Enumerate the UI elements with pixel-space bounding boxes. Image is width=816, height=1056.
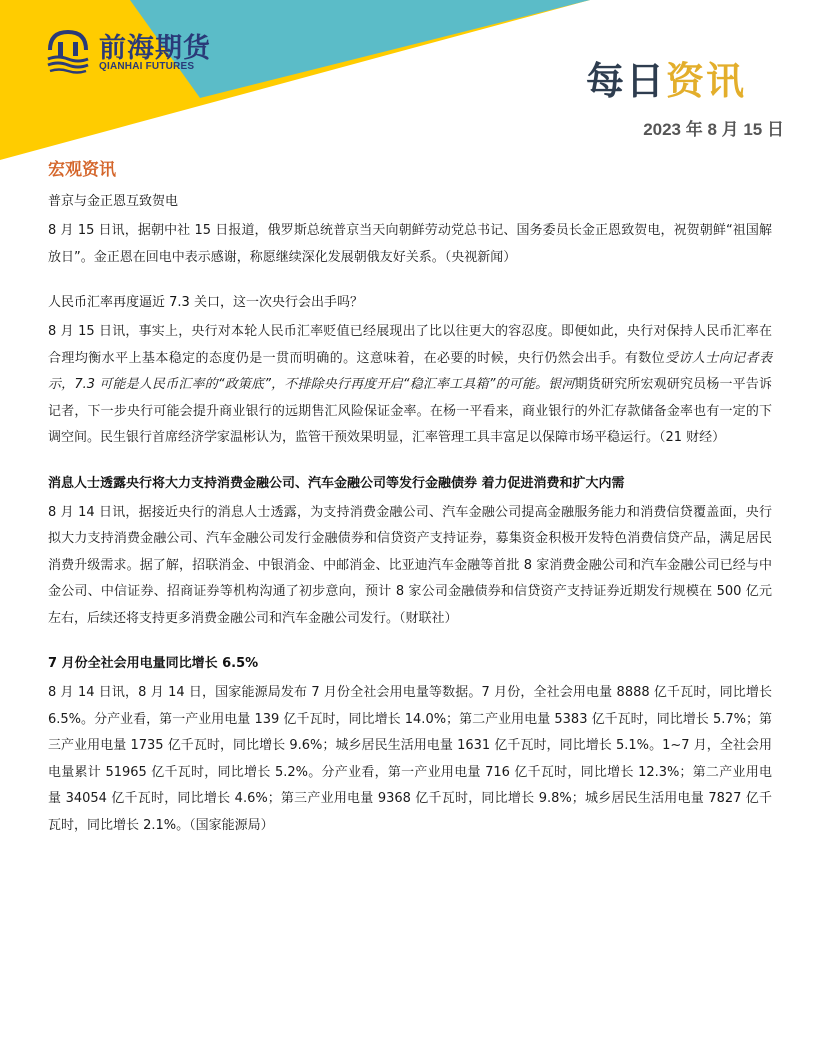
logo-mark-icon xyxy=(44,26,92,74)
article-title: 7 月份全社会用电量同比增长 6.5% xyxy=(48,656,259,671)
article-title: 消息人士透露央行将大力支持消费金融公司、汽车金融公司等发行金融债券 着力促进消费和扩大内需 xyxy=(48,475,625,491)
article-title: 普京与金正恩互致贺电 xyxy=(48,194,179,209)
article-3 xyxy=(48,474,772,633)
article-body-italic-text: 受访人士向记者表示，7.3 可能是人民币汇率的“政策底”，不排除央行再度开启“稳汇率工具箱”的可能。银河 xyxy=(48,350,772,392)
article-title: 人民币汇率再度逼近 7.3 关口，这一次央行会出手吗？ xyxy=(48,295,363,310)
article-body-text: 期货研究所宏观研究员杨一平告诉记者，下一步央行可能会提升商业银行的远期售汇风险保证金率。在杨一平看来，商业银行的外汇存款储备金率也有一定的下调空间。民生银行首席经济学家温彬认为，监管干预效果明显，汇率管理工具丰富足以保障市场平稳运行。（21 财经） xyxy=(48,377,772,445)
article-2 xyxy=(48,293,772,452)
section-title: 宏观资讯 xyxy=(48,160,116,180)
article-body-text: 8 月 15 日讯，事实上，央行对本轮人民币汇率贬值已经展现出了比以往更大的容忍度。即便如此，央行对保持人民币汇率在合理均衡水平上基本稳定的态度仍是一贯而明确的。这意味着，在必要的时候，央行仍然会出手。有数位 xyxy=(48,324,772,366)
article-1 xyxy=(48,192,772,271)
logo-english-name: QIANHAI FUTURES xyxy=(99,61,195,72)
page-title-part2: 资讯 xyxy=(665,59,746,103)
article-4 xyxy=(48,654,772,839)
page-title xyxy=(586,50,746,105)
logo-chinese-name: 前海期货 xyxy=(99,33,211,64)
company-logo xyxy=(44,26,219,81)
page-header xyxy=(0,0,816,160)
article-body: 8 月 15 日讯，据朝中社 15 日报道，俄罗斯总统普京当天向朝鲜劳动党总书记、国务委员长金正恩致贺电，祝贺朝鲜“祖国解放日”。金正恩在回电中表示感谢，称愿继续深化发展朝俄友好关系。（央视新闻） xyxy=(48,223,772,265)
main-content xyxy=(48,158,772,861)
article-body xyxy=(48,319,772,452)
page-title-part1: 每日 xyxy=(585,59,666,103)
report-date: 2023 年 8 月 15 日 xyxy=(643,120,784,139)
article-body: 8 月 14 日讯，据接近央行的消息人士透露，为支持消费金融公司、汽车金融公司提高金融服务能力和消费信贷覆盖面，央行拟大力支持消费金融公司、汽车金融公司发行金融债券和信贷资产支持证券，募集资金积极开发特色消费信贷产品，满足居民消费升级需求。据了解，招联消金、中银消金、中邮消金、比亚迪汽车金融等首批 8 家消费金融公司和汽车金融公司已经与中金公司、中信证券、招商证券等机构沟通了初步意向，预计 8 家公司金融债券和信贷资产支持证券近期发行规模在 500 亿元左右，后续还将支持更多消费金融公司和汽车金融公司发行。（财联社） xyxy=(48,504,772,626)
article-body: 8 月 14 日讯，8 月 14 日，国家能源局发布 7 月份全社会用电量等数据。7 月份，全社会用电量 8888 亿千瓦时，同比增长 6.5%。分产业看，第一产业用电量 139 亿千瓦时，同比增长 14.0%；第二产业用电量 5383 亿千瓦时，同比增长 5.7%；第三产业用电量 1735 亿千瓦时，同比增长 9.6%；城乡居民生活用电量 1631 亿千瓦时，同比增长 5.1%。1~7 月，全社会用电量累计 51965 亿千瓦时，同比增长 5.2%。分产业看，第一产业用电量 716 亿千瓦时，同比增长 12.3%；第二产业用电量 34054 亿千瓦时，同比增长 4.6%；第三产业用电量 9368 亿千瓦时，同比增长 9.8%；城乡居民生活用电量 7827 亿千瓦时，同比增长 2.1%。（国家能源局） xyxy=(48,685,772,833)
